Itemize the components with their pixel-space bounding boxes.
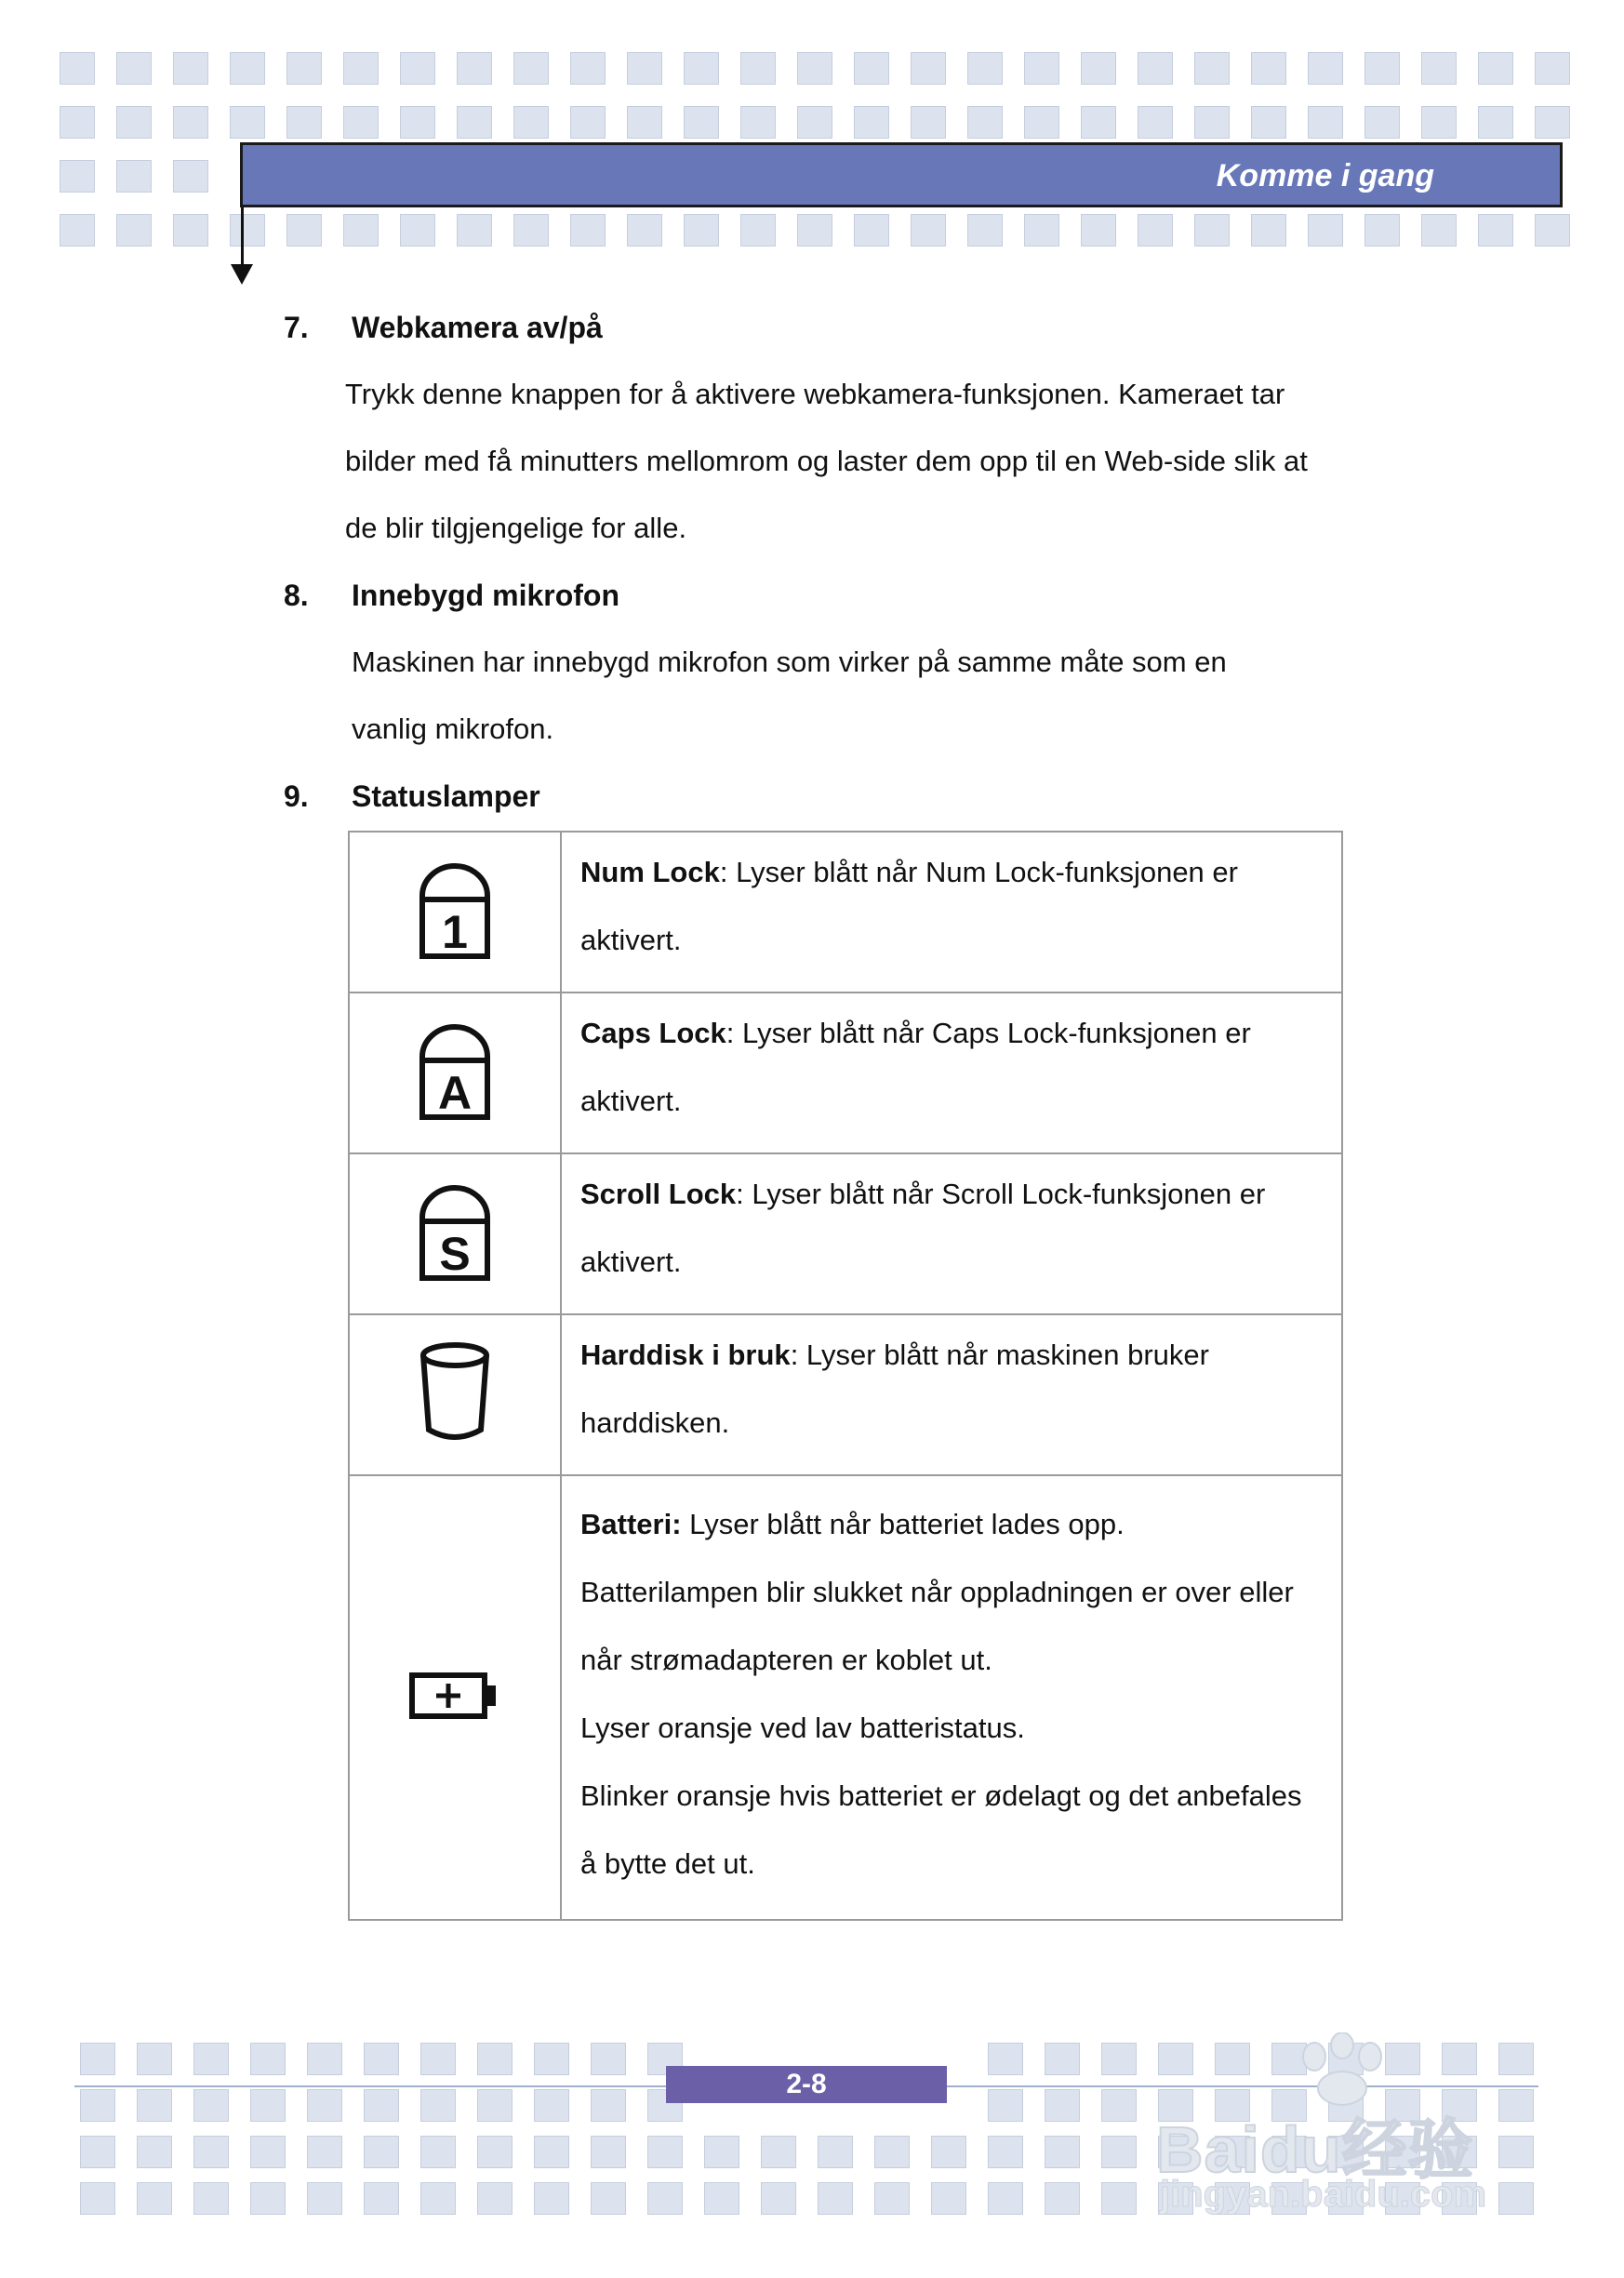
paragraph-line: de blir tilgjengelige for alle. [345, 512, 687, 544]
decorative-tile [477, 2089, 512, 2122]
decorative-tile [1081, 214, 1116, 246]
decorative-tile [797, 214, 832, 246]
paragraph-line: vanlig mikrofon. [352, 713, 554, 745]
description-line: Lyser oransje ved lav batteristatus. [580, 1712, 1025, 1744]
decorative-tile [1308, 106, 1343, 139]
decorative-tile [1138, 52, 1173, 85]
decorative-tile [364, 2043, 399, 2075]
decorative-tile [1081, 106, 1116, 139]
scroll-lock-icon [416, 1180, 494, 1283]
decorative-tile [80, 2043, 115, 2075]
decorative-tile [250, 2089, 286, 2122]
icon-cell [349, 832, 561, 992]
separator: : [719, 856, 737, 888]
decorative-tile [797, 52, 832, 85]
decorative-tile [1081, 52, 1116, 85]
decorative-tile [647, 2182, 683, 2215]
decorative-tile [307, 2043, 342, 2075]
decorative-tile [534, 2043, 569, 2075]
decorative-tile [250, 2043, 286, 2075]
decorative-tile [570, 214, 606, 246]
decorative-tile [684, 52, 719, 85]
decorative-tile [1138, 214, 1173, 246]
icon-cell [349, 992, 561, 1153]
decorative-tile [647, 2136, 683, 2168]
decorative-tile [477, 2043, 512, 2075]
decorative-tile [1101, 2182, 1137, 2215]
section-heading: Statuslamper [352, 779, 540, 813]
decorative-tile [1478, 214, 1513, 246]
section-paragraph [352, 629, 1227, 763]
watermark [1149, 2032, 1558, 2218]
decorative-tile [570, 52, 606, 85]
decorative-tile [931, 2182, 966, 2215]
caps-lock-icon [416, 1019, 494, 1122]
description-cell [561, 1153, 1342, 1314]
decorative-tile [740, 106, 776, 139]
arrow-down-icon [231, 264, 253, 285]
indicator-name: Batteri: [580, 1508, 682, 1540]
decorative-tile [230, 214, 265, 246]
description-line: aktivert. [580, 1246, 682, 1278]
decorative-tile [1251, 106, 1286, 139]
watermark-url: jingyan.baidu.com [1160, 2174, 1487, 2215]
decorative-tile [1101, 2043, 1137, 2075]
decorative-tile [457, 214, 492, 246]
decorative-tile [1535, 214, 1570, 246]
decorative-tile [740, 214, 776, 246]
section-paragraph [345, 361, 1308, 562]
icon-cell [349, 1153, 561, 1314]
decorative-tile [1364, 106, 1400, 139]
decorative-tile [343, 214, 379, 246]
watermark-logo-text: Baidu经验 [1156, 2113, 1474, 2186]
decorative-tile [534, 2182, 569, 2215]
decorative-tile [1045, 2136, 1080, 2168]
decorative-tile [627, 214, 662, 246]
decorative-tile [137, 2089, 172, 2122]
decorative-tile [193, 2136, 229, 2168]
decorative-tile [1024, 52, 1059, 85]
description-line [580, 1490, 1323, 1558]
decorative-tile [230, 52, 265, 85]
decorative-tile [457, 52, 492, 85]
decorative-tile [477, 2182, 512, 2215]
description-line: Blinker oransje hvis batteriet er ødelagt og det anbefales [580, 1779, 1302, 1812]
decorative-tile [967, 106, 1003, 139]
indicator-name: Num Lock [580, 856, 720, 888]
decorative-tile [988, 2043, 1023, 2075]
description-line: aktivert. [580, 924, 682, 956]
separator: : [736, 1178, 752, 1210]
decorative-tile [874, 2136, 910, 2168]
decorative-tile [307, 2089, 342, 2122]
description-text: Lyser blått når maskinen bruker [805, 1339, 1209, 1371]
decorative-tile [684, 214, 719, 246]
decorative-tile [343, 106, 379, 139]
decorative-tile [60, 160, 95, 193]
decorative-tile [307, 2182, 342, 2215]
description-line [580, 1160, 1323, 1228]
decorative-tile [534, 2136, 569, 2168]
description-line: når strømadapteren er koblet ut. [580, 1644, 992, 1676]
section-heading: Webkamera av/på [352, 311, 603, 344]
decorative-tile [1024, 214, 1059, 246]
description-line [580, 838, 1323, 906]
lock-glyph: A [437, 1067, 473, 1119]
decorative-tile [137, 2136, 172, 2168]
decorative-tile [513, 106, 549, 139]
decorative-tile [1421, 214, 1457, 246]
battery-icon [408, 1672, 501, 1720]
decorative-tile [116, 160, 152, 193]
decorative-tile [80, 2089, 115, 2122]
status-lights-table [348, 831, 1343, 1921]
description-cell [561, 1475, 1342, 1920]
decorative-tile [1194, 52, 1230, 85]
decorative-tile [1421, 52, 1457, 85]
decorative-tile [1045, 2182, 1080, 2215]
decorative-tile [874, 2182, 910, 2215]
decorative-tile [1045, 2089, 1080, 2122]
decorative-tile [534, 2089, 569, 2122]
decorative-tile [116, 106, 152, 139]
description-line: Batterilampen blir slukket når oppladningen er over eller [580, 1576, 1294, 1608]
section-number: 7. [284, 311, 309, 344]
decorative-tile [173, 214, 208, 246]
decorative-tile [193, 2043, 229, 2075]
icon-cell [349, 1314, 561, 1475]
decorative-tile [704, 2182, 739, 2215]
decorative-tile [761, 2136, 796, 2168]
indicator-name: Scroll Lock [580, 1178, 737, 1210]
decorative-tile [988, 2089, 1023, 2122]
decorative-tile [761, 2182, 796, 2215]
decorative-tile [1421, 106, 1457, 139]
section-number: 8. [284, 579, 309, 612]
description-line: harddisken. [580, 1406, 730, 1439]
decorative-tile [854, 214, 889, 246]
icon-cell [349, 1475, 561, 1920]
decorative-tile [420, 2136, 456, 2168]
decorative-tile [1535, 106, 1570, 139]
separator: : [725, 1017, 743, 1049]
decorative-tile [193, 2182, 229, 2215]
num-lock-icon [416, 859, 494, 961]
table-row [349, 1314, 1342, 1475]
decorative-tile [1194, 106, 1230, 139]
description-line [580, 999, 1323, 1067]
decorative-tile [513, 52, 549, 85]
decorative-tile [627, 106, 662, 139]
section-number: 9. [284, 779, 309, 813]
decorative-tile [286, 214, 322, 246]
decorative-tile [627, 52, 662, 85]
decorative-tile [420, 2043, 456, 2075]
decorative-tile [911, 106, 946, 139]
decorative-tile [343, 52, 379, 85]
decorative-tile [1251, 52, 1286, 85]
decorative-tile [818, 2136, 853, 2168]
decorative-tile [591, 2043, 626, 2075]
description-line: å bytte det ut. [580, 1847, 755, 1880]
decorative-tile [513, 214, 549, 246]
decorative-tile [364, 2182, 399, 2215]
decorative-tile [457, 106, 492, 139]
indicator-name: Harddisk i bruk [580, 1339, 791, 1371]
decorative-tile [591, 2136, 626, 2168]
decorative-tile [1024, 106, 1059, 139]
paragraph-line: Trykk denne knappen for å aktivere webkamera-funksjonen. Kameraet tar [345, 378, 1285, 410]
decorative-tile [250, 2182, 286, 2215]
table-row [349, 992, 1342, 1153]
description-line [580, 1321, 1323, 1389]
decorative-tile [364, 2089, 399, 2122]
decorative-tile [173, 52, 208, 85]
decorative-tile [193, 2089, 229, 2122]
decorative-tile [797, 106, 832, 139]
paw-logo-icon [1288, 2032, 1400, 2107]
indicator-name: Caps Lock [580, 1017, 726, 1049]
table-row [349, 832, 1342, 992]
description-text: Lyser blått når Num Lock-funksjonen er [736, 856, 1238, 888]
lock-glyph: S [439, 1228, 471, 1280]
decorative-tile [684, 106, 719, 139]
decorative-tile [173, 106, 208, 139]
decorative-tile [1535, 52, 1570, 85]
decorative-tile [591, 2089, 626, 2122]
decorative-tile [704, 2136, 739, 2168]
table-row [349, 1153, 1342, 1314]
section-heading: Innebygd mikrofon [352, 579, 619, 612]
decorative-tile [137, 2182, 172, 2215]
decorative-tile [477, 2136, 512, 2168]
decorative-tile [854, 106, 889, 139]
description-line: aktivert. [580, 1085, 682, 1117]
decorative-tile [967, 52, 1003, 85]
decorative-tile [967, 214, 1003, 246]
decorative-tile [80, 2136, 115, 2168]
page-number: 2-8 [666, 2066, 947, 2103]
description-cell [561, 992, 1342, 1153]
decorative-tile [931, 2136, 966, 2168]
decorative-tile [1308, 214, 1343, 246]
decorative-tile [400, 106, 435, 139]
decorative-tile [400, 52, 435, 85]
decorative-tile [988, 2182, 1023, 2215]
decorative-tile [250, 2136, 286, 2168]
table-row [349, 1475, 1342, 1920]
decorative-tile [1194, 214, 1230, 246]
decorative-tile [60, 106, 95, 139]
decorative-tile [1308, 52, 1343, 85]
decorative-tile [400, 214, 435, 246]
decorative-tile [420, 2089, 456, 2122]
decorative-tile [286, 106, 322, 139]
decorative-tile [1364, 214, 1400, 246]
decorative-tile [570, 106, 606, 139]
decorative-tile [137, 2043, 172, 2075]
separator: : [790, 1339, 806, 1371]
hard-disk-icon [416, 1340, 494, 1445]
decorative-tile [818, 2182, 853, 2215]
decorative-tile [1478, 52, 1513, 85]
decorative-tile [911, 52, 946, 85]
decorative-tile [1364, 52, 1400, 85]
decorative-tile [116, 214, 152, 246]
description-cell [561, 832, 1342, 992]
description-text: Lyser blått når batteriet lades opp. [689, 1508, 1125, 1540]
decorative-tile [60, 214, 95, 246]
decorative-tile [420, 2182, 456, 2215]
description-text: Lyser blått når Caps Lock-funksjonen er [742, 1017, 1251, 1049]
decorative-tile [364, 2136, 399, 2168]
decorative-tile [60, 52, 95, 85]
paragraph-line: bilder med få minutters mellomrom og laster dem opp til en Web-side slik at [345, 445, 1308, 477]
decorative-tile [740, 52, 776, 85]
decorative-tile [1478, 106, 1513, 139]
decorative-tile [911, 214, 946, 246]
decorative-tile [854, 52, 889, 85]
decorative-tile [1101, 2089, 1137, 2122]
separator [682, 1508, 690, 1540]
lock-glyph: 1 [442, 906, 468, 958]
description-cell [561, 1314, 1342, 1475]
decorative-tile [988, 2136, 1023, 2168]
decorative-tile [80, 2182, 115, 2215]
decorative-tile [591, 2182, 626, 2215]
decorative-tile [1101, 2136, 1137, 2168]
decorative-tile [173, 160, 208, 193]
chapter-title: Komme i gang [1216, 158, 1434, 193]
decorative-tile [307, 2136, 342, 2168]
description-text: Lyser blått når Scroll Lock-funksjonen er [752, 1178, 1266, 1210]
decorative-tile [230, 106, 265, 139]
paragraph-line: Maskinen har innebygd mikrofon som virker på samme måte som en [352, 646, 1227, 678]
chapter-header-band [240, 142, 1563, 207]
decorative-tile [286, 52, 322, 85]
decorative-tile [1045, 2043, 1080, 2075]
decorative-tile [1251, 214, 1286, 246]
arrow-line [241, 207, 244, 268]
decorative-tile [116, 52, 152, 85]
decorative-tile [1138, 106, 1173, 139]
